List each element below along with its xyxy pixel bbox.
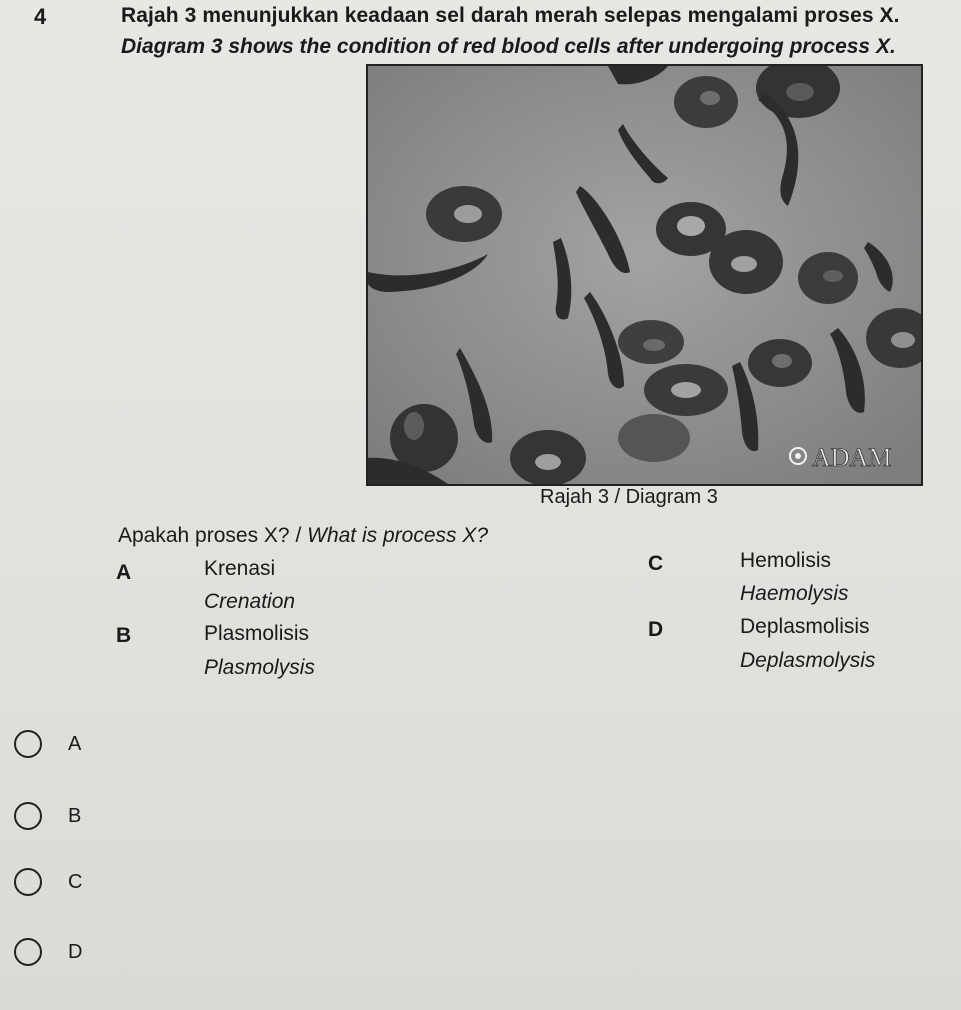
option-a-letter: A [116, 561, 132, 584]
radio-a-button[interactable] [14, 730, 42, 758]
option-d-english: Deplasmolysis [740, 649, 876, 672]
option-c-malay: Hemolisis [740, 549, 832, 572]
option-b-english: Plasmolysis [204, 656, 315, 679]
answer-choice-d-label[interactable]: D [68, 940, 83, 963]
answer-choice-b-label[interactable]: B [68, 804, 82, 827]
radio-c-button[interactable] [14, 868, 42, 896]
radio-d-button[interactable] [14, 938, 42, 966]
answer-choice-a[interactable] [14, 726, 81, 762]
option-b-malay: Plasmolisis [204, 622, 310, 645]
answer-choice-d[interactable] [14, 934, 82, 970]
option-d-malay: Deplasmolisis [740, 615, 870, 638]
option-d-letter: D [648, 618, 664, 641]
option-a-english: Crenation [204, 590, 296, 613]
ask-text-english: What is process X? [307, 524, 489, 547]
question-text-malay: Rajah 3 menunjukkan keadaan sel darah merah selepas mengalami proses X. [121, 4, 900, 27]
option-b-letter: B [116, 624, 132, 647]
option-a-malay: Krenasi [204, 557, 276, 580]
figure-caption: Rajah 3 / Diagram 3 [540, 486, 718, 508]
micrograph-svg [368, 66, 921, 484]
option-c-english: Haemolysis [740, 582, 849, 605]
question-text-english: Diagram 3 shows the condition of red blood cells after undergoing process X. [121, 35, 896, 58]
answer-choice-a-label[interactable]: A [68, 732, 82, 755]
answer-choice-b[interactable] [14, 798, 81, 834]
ask-line [118, 524, 488, 548]
question-number: 4 [34, 4, 47, 29]
watermark-text: ADAM [812, 443, 892, 472]
answer-choice-c[interactable] [14, 864, 82, 900]
radio-b-button[interactable] [14, 802, 42, 830]
option-c-letter: C [648, 552, 664, 575]
red-blood-cell-micrograph [366, 64, 923, 486]
answer-choice-c-label[interactable]: C [68, 870, 83, 893]
ask-text-malay: Apakah proses X? / [118, 524, 302, 547]
